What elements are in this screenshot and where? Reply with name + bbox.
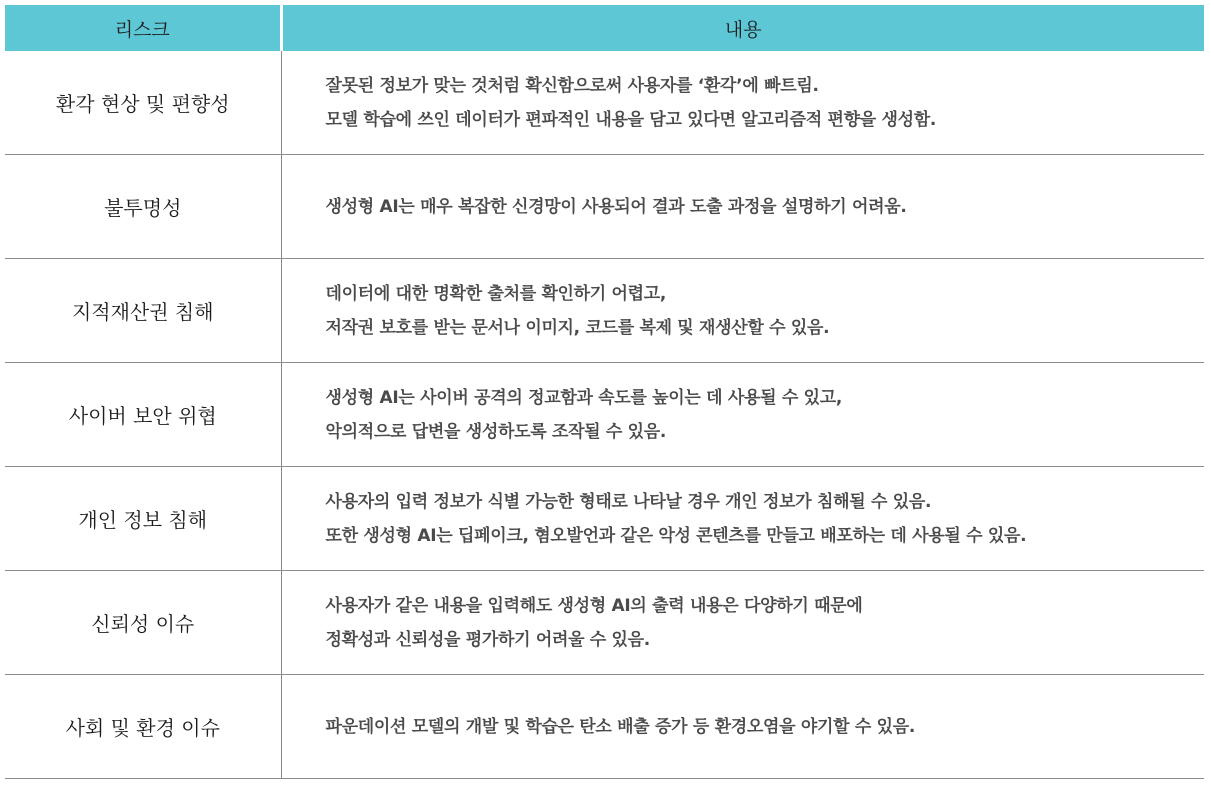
header-risk: 리스크 (5, 5, 281, 51)
table-row (5, 51, 1204, 155)
risk-description-cell (281, 467, 1204, 571)
table-row (5, 467, 1204, 571)
risk-table (5, 5, 1204, 779)
description-line: 생성형 AI는 매우 복잡한 신경망이 사용되어 결과 도출 과정을 설명하기 어려움. (325, 196, 907, 217)
description-line: 사용자의 입력 정보가 식별 가능한 형태로 나타날 경우 개인 정보가 침해될 수 있음. (325, 491, 932, 512)
description-line: 파운데이션 모델의 개발 및 학습은 탄소 배출 증가 등 환경오염을 야기할 수 있음. (325, 716, 915, 737)
description-line: 데이터에 대한 명확한 출처를 확인하기 어렵고, (325, 283, 667, 304)
description-line: 악의적으로 답변을 생성하도록 조작될 수 있음. (325, 421, 667, 442)
table-row (5, 363, 1204, 467)
risk-name-cell: 개인 정보 침해 (5, 467, 281, 571)
risk-name-cell: 사회 및 환경 이슈 (5, 675, 281, 779)
risk-description-cell (281, 51, 1204, 155)
description-line: 잘못된 정보가 맞는 것처럼 확신함으로써 사용자를 ‘환각’에 빠트림. (325, 75, 819, 96)
risk-name-cell: 환각 현상 및 편향성 (5, 51, 281, 155)
header-row (5, 5, 1204, 51)
risk-name-cell: 지적재산권 침해 (5, 259, 281, 363)
table-row (5, 155, 1204, 259)
header-content: 내용 (281, 5, 1204, 51)
description-line: 또한 생성형 AI는 딥페이크, 혐오발언과 같은 악성 콘텐츠를 만들고 배포하는 데 사용될 수 있음. (325, 525, 1027, 546)
description-line: 모델 학습에 쓰인 데이터가 편파적인 내용을 담고 있다면 알고리즘적 편향을 생성함. (325, 109, 936, 130)
description-line: 저작권 보호를 받는 문서나 이미지, 코드를 복제 및 재생산할 수 있음. (325, 317, 830, 338)
table-body (5, 51, 1204, 779)
risk-name-cell: 사이버 보안 위협 (5, 363, 281, 467)
risk-description-cell (281, 675, 1204, 779)
risk-name-cell: 신뢰성 이슈 (5, 571, 281, 675)
risk-name-cell: 불투명성 (5, 155, 281, 259)
table-row (5, 571, 1204, 675)
description-line: 생성형 AI는 사이버 공격의 정교함과 속도를 높이는 데 사용될 수 있고, (325, 387, 843, 408)
table-row (5, 675, 1204, 779)
risk-description-cell (281, 155, 1204, 259)
risk-table-container (5, 5, 1204, 779)
description-line: 사용자가 같은 내용을 입력해도 생성형 AI의 출력 내용은 다양하기 때문에 (325, 595, 863, 616)
risk-description-cell (281, 259, 1204, 363)
risk-description-cell (281, 571, 1204, 675)
description-line: 정확성과 신뢰성을 평가하기 어려울 수 있음. (325, 629, 650, 650)
table-header (5, 5, 1204, 51)
table-row (5, 259, 1204, 363)
risk-description-cell (281, 363, 1204, 467)
